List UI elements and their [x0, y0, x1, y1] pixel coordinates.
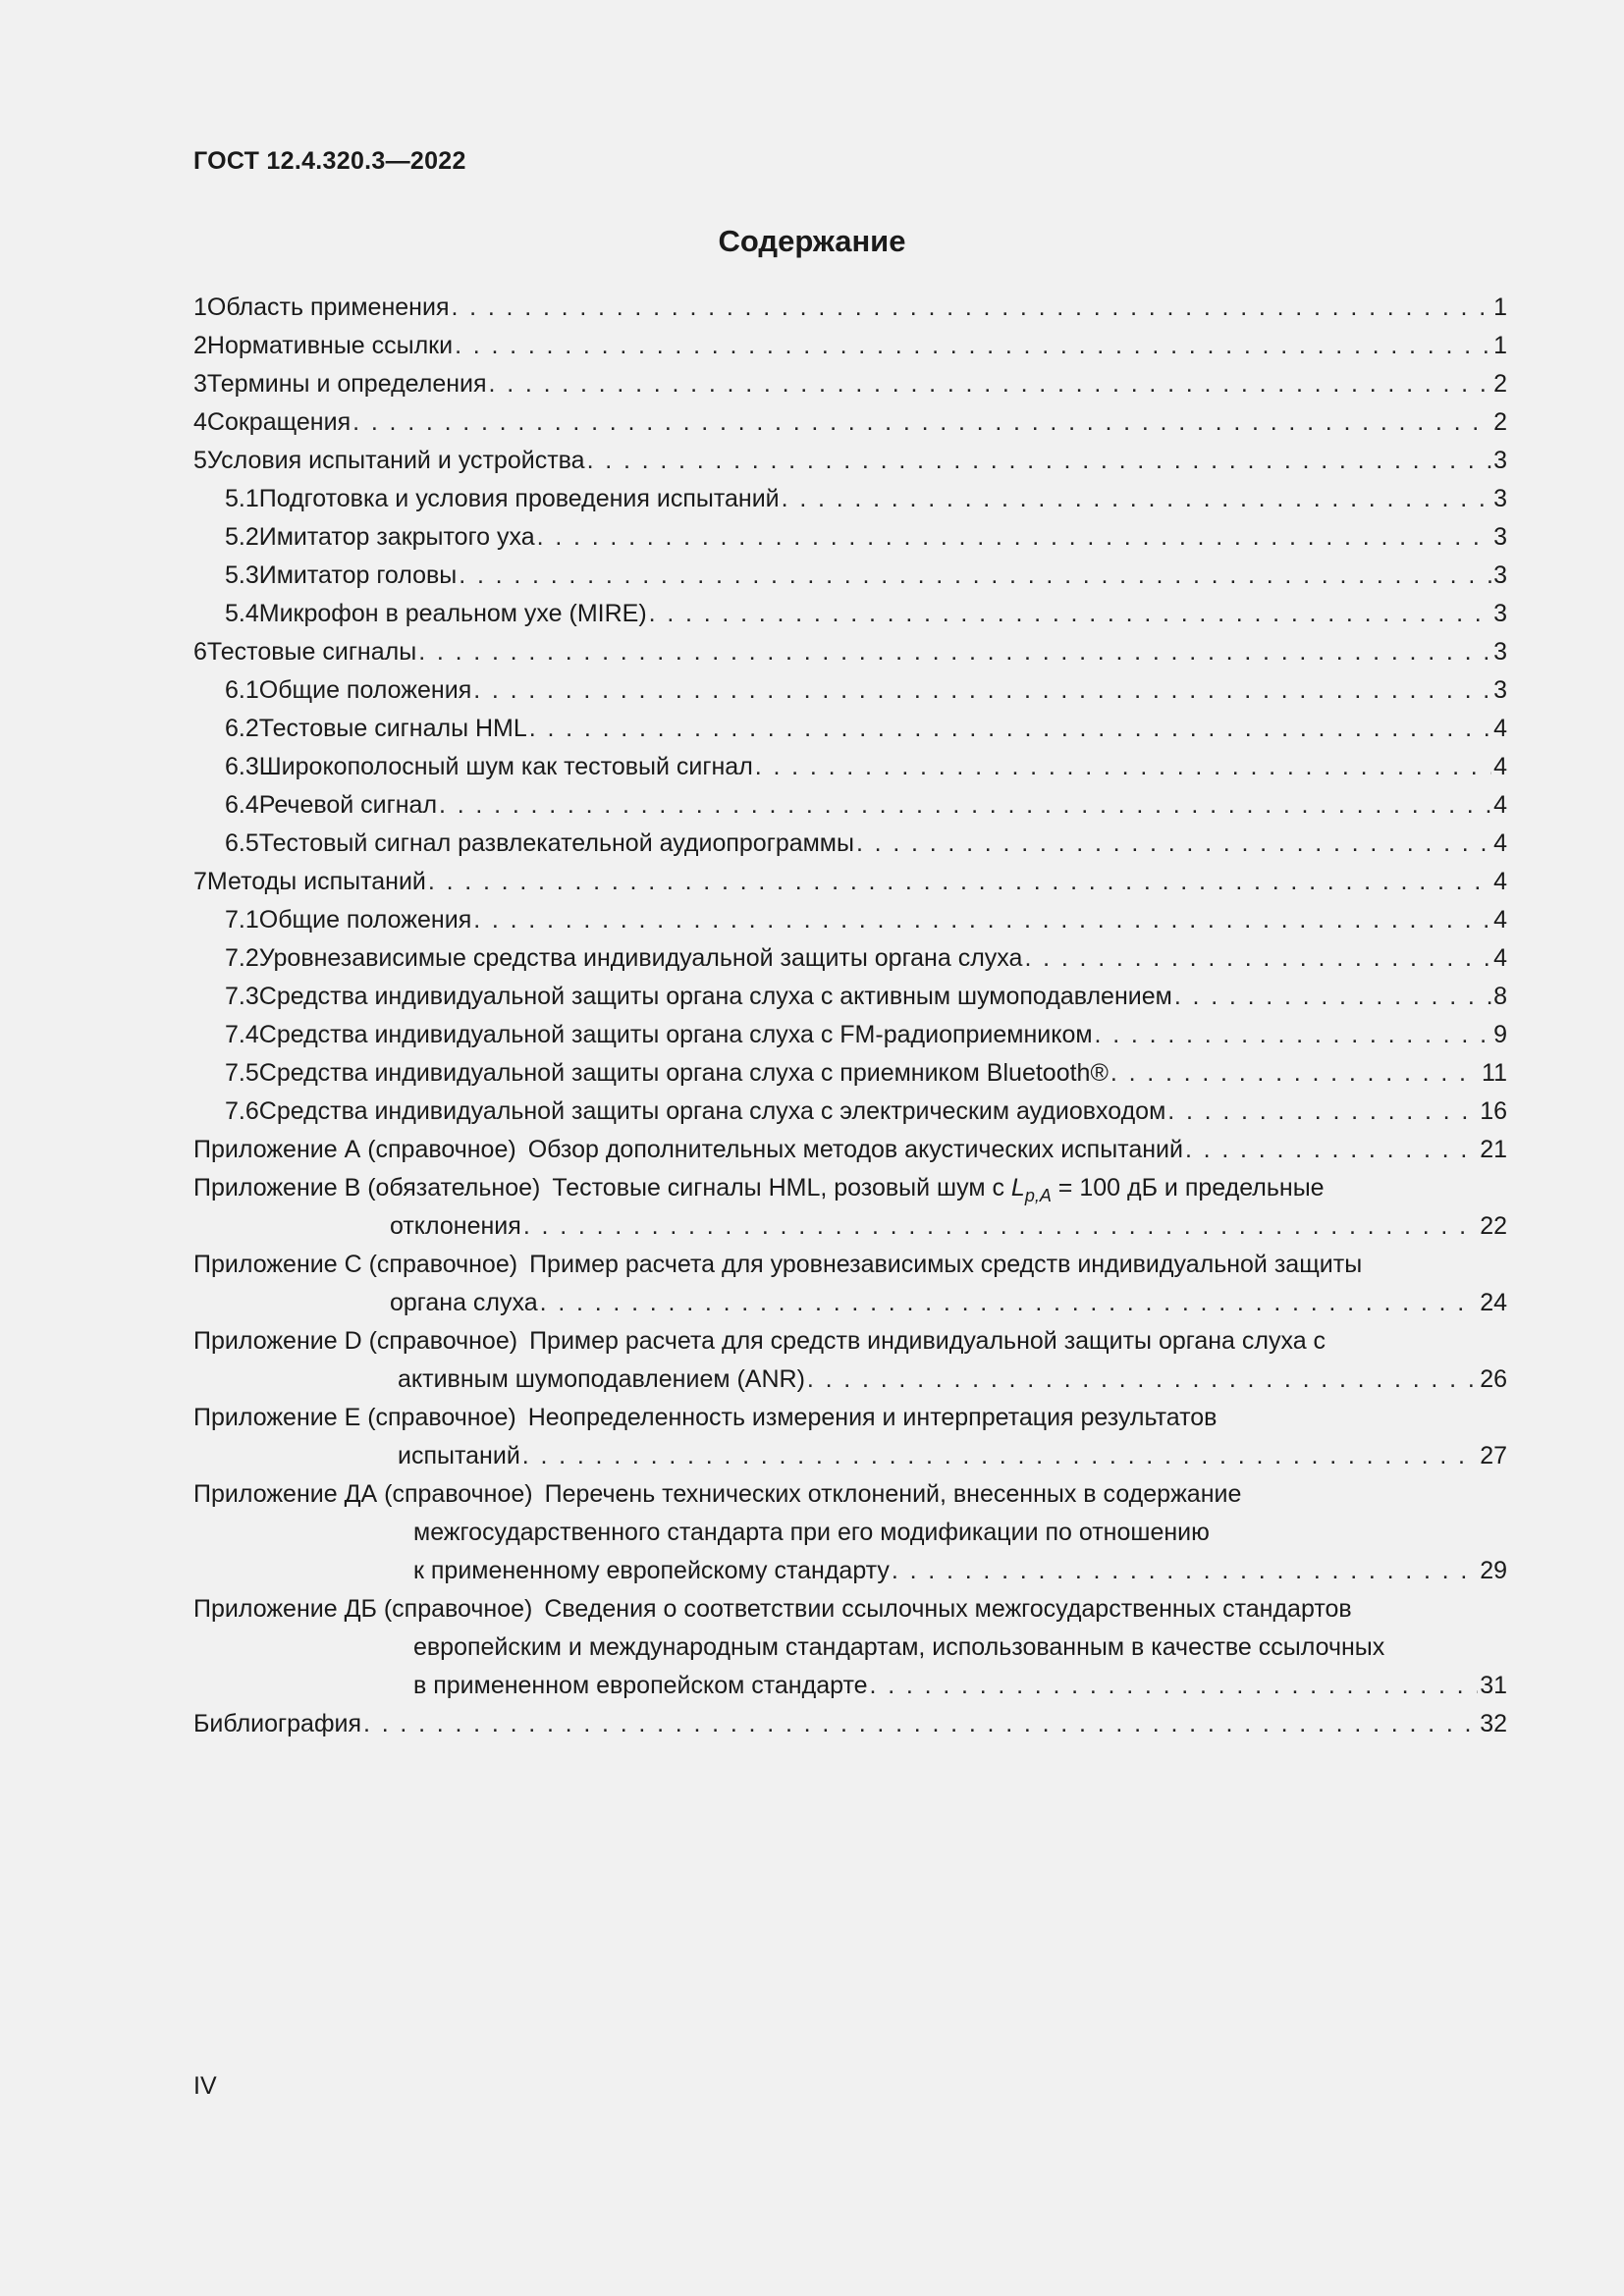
toc-appendix-b[interactable] — [193, 1169, 1507, 1246]
toc-entry[interactable] — [193, 710, 1507, 748]
leader-dots — [1174, 978, 1491, 1016]
entry-number: 7.6 — [225, 1097, 259, 1125]
entry-title: Средства индивидуальной защиты органа слуха с приемником Bluetooth® — [258, 1059, 1109, 1087]
entry-number: 6.3 — [225, 753, 259, 780]
toc-appendix-da[interactable] — [193, 1475, 1507, 1590]
leader-dots — [529, 710, 1491, 748]
leader-dots — [1095, 1016, 1492, 1054]
page-ref: 3 — [1493, 561, 1507, 589]
entry-number: 1 — [193, 294, 207, 321]
leader-dots — [473, 901, 1491, 939]
page-ref: 3 — [1493, 676, 1507, 704]
leader-dots — [363, 1705, 1478, 1743]
leader-dots — [587, 442, 1492, 480]
entry-title: Тестовые сигналы HML — [258, 715, 527, 742]
toc-entry[interactable] — [193, 671, 1507, 710]
page-ref: 22 — [1480, 1212, 1507, 1240]
toc-entry[interactable] — [193, 518, 1507, 557]
page-number: IV — [193, 2072, 217, 2100]
entry-number: 6.5 — [225, 829, 259, 857]
appendix-title: Пример расчета для средств индивидуальной защиты органа слуха с — [529, 1327, 1326, 1355]
page-ref: 1 — [1493, 332, 1507, 359]
toc-appendix-c[interactable] — [193, 1246, 1507, 1322]
page-ref: 4 — [1493, 753, 1507, 780]
leader-dots — [856, 825, 1491, 863]
appendix-label: Приложение ДА (справочное) — [193, 1480, 533, 1508]
entry-number: 2 — [193, 332, 207, 359]
leader-dots — [1024, 939, 1491, 978]
appendix-title: Неопределенность измерения и интерпретация результатов — [527, 1404, 1218, 1431]
entry-title: Тестовые сигналы — [206, 638, 417, 666]
page-ref: 9 — [1493, 1021, 1507, 1048]
toc-entry[interactable] — [193, 939, 1507, 978]
entry-number: 5 — [193, 447, 207, 474]
appendix-label: Приложение Е (справочное) — [193, 1404, 516, 1431]
toc-entry[interactable] — [193, 825, 1507, 863]
leader-dots — [1185, 1131, 1478, 1169]
page-ref: 3 — [1493, 638, 1507, 666]
page-ref: 1 — [1493, 294, 1507, 321]
page-ref: 29 — [1480, 1557, 1507, 1584]
symbol-L: L — [1010, 1174, 1025, 1201]
leader-dots — [1110, 1054, 1480, 1093]
toc-entry[interactable] — [193, 901, 1507, 939]
bibliography-title: Библиография — [193, 1710, 362, 1737]
entry-title: Подготовка и условия проведения испытаний — [258, 485, 780, 512]
page-ref: 4 — [1493, 868, 1507, 895]
toc-entry[interactable] — [193, 365, 1507, 403]
page-ref: 2 — [1493, 408, 1507, 436]
leader-dots — [1167, 1093, 1478, 1131]
appendix-title-cont: органа слуха — [390, 1289, 538, 1316]
entry-number: 4 — [193, 408, 207, 436]
leader-dots — [892, 1552, 1478, 1590]
leader-dots — [459, 557, 1491, 595]
entry-title: Средства индивидуальной защиты органа слуха с активным шумоподавлением — [258, 983, 1172, 1010]
entry-number: 7.2 — [225, 944, 259, 972]
leader-dots — [352, 403, 1491, 442]
toc-entries — [193, 289, 1507, 1131]
appendix-title-cont: европейским и международным стандартам, использованным в качестве ссылочных — [413, 1633, 1385, 1661]
entry-title: Сокращения — [206, 408, 352, 436]
leader-dots — [451, 289, 1491, 327]
entry-number: 3 — [193, 370, 207, 398]
leader-dots — [428, 863, 1491, 901]
entry-title: Область применения — [206, 294, 450, 321]
appendix-title-cont: испытаний — [398, 1442, 520, 1469]
entry-title: Имитатор закрытого уха — [258, 523, 535, 551]
leader-dots — [870, 1667, 1479, 1705]
entry-number: 5.4 — [225, 600, 259, 627]
page-ref: 31 — [1480, 1672, 1507, 1699]
toc-entry[interactable] — [193, 480, 1507, 518]
page-ref: 2 — [1493, 370, 1507, 398]
entry-number: 6.4 — [225, 791, 259, 819]
entry-title: Методы испытаний — [206, 868, 426, 895]
toc-entry[interactable] — [193, 748, 1507, 786]
entry-title: Нормативные ссылки — [206, 332, 454, 359]
entry-title: Микрофон в реальном ухе (MIRE) — [258, 600, 647, 627]
entry-title: Речевой сигнал — [258, 791, 438, 819]
document-header: ГОСТ 12.4.320.3—2022 — [193, 147, 466, 175]
toc-appendix-a[interactable] — [193, 1131, 1507, 1169]
entry-number: 7 — [193, 868, 207, 895]
page-ref: 11 — [1482, 1059, 1507, 1087]
page-ref: 3 — [1493, 485, 1507, 512]
entry-number: 5.3 — [225, 561, 259, 589]
toc-entry[interactable] — [193, 633, 1507, 671]
appendix-title-cont: межгосударственного стандарта при его модификации по отношению — [413, 1519, 1210, 1546]
leader-dots — [489, 365, 1492, 403]
appendix-title: Перечень технических отклонений, внесенных в содержание — [544, 1480, 1242, 1508]
leader-dots — [522, 1437, 1478, 1475]
leader-dots — [649, 595, 1491, 633]
entry-title: Уровнезависимые средства индивидуальной защиты органа слуха — [258, 944, 1023, 972]
leader-dots — [473, 671, 1491, 710]
toc-entry[interactable] — [193, 1093, 1507, 1131]
page-ref: 16 — [1480, 1097, 1507, 1125]
page-ref: 21 — [1480, 1136, 1507, 1163]
leader-dots — [807, 1361, 1478, 1399]
page-ref: 3 — [1493, 447, 1507, 474]
toc-entry[interactable] — [193, 1054, 1507, 1093]
toc-entry[interactable] — [193, 595, 1507, 633]
appendix-title-cont: в примененном европейском стандарте — [413, 1672, 868, 1699]
appendix-title: Сведения о соответствии ссылочных межгосударственных стандартов — [544, 1595, 1352, 1623]
entry-number: 7.4 — [225, 1021, 259, 1048]
entry-number: 6.2 — [225, 715, 259, 742]
toc-appendix-e[interactable] — [193, 1399, 1507, 1475]
appendix-title-cont: к примененному европейскому стандарту — [413, 1557, 890, 1584]
entry-number: 7.3 — [225, 983, 259, 1010]
toc-entry[interactable] — [193, 1016, 1507, 1054]
leader-dots — [755, 748, 1491, 786]
toc-entry[interactable] — [193, 978, 1507, 1016]
toc-entry[interactable] — [193, 557, 1507, 595]
appendix-label: Приложение В (обязательное) — [193, 1174, 541, 1201]
appendix-label: Приложение А (справочное) — [193, 1136, 516, 1163]
page-ref: 4 — [1493, 791, 1507, 819]
appendix-title-cont: отклонения — [390, 1212, 521, 1240]
page-ref: 26 — [1480, 1365, 1507, 1393]
appendix-title-pre: Тестовые сигналы HML, розовый шум с — [552, 1174, 1011, 1201]
table-of-contents — [193, 289, 1507, 1743]
page-ref: 4 — [1493, 715, 1507, 742]
entry-title: Средства индивидуальной защиты органа слуха с электрическим аудиовходом — [258, 1097, 1166, 1125]
toc-entry[interactable] — [193, 442, 1507, 480]
toc-appendix-db[interactable] — [193, 1590, 1507, 1705]
page-ref: 3 — [1493, 600, 1507, 627]
entry-title: Широкополосный шум как тестовый сигнал — [258, 753, 753, 780]
entry-title: Общие положения — [258, 676, 472, 704]
entry-number: 5.2 — [225, 523, 259, 551]
page-ref: 32 — [1480, 1710, 1507, 1737]
appendix-title-post: = 100 дБ и предельные — [1051, 1174, 1325, 1201]
toc-appendix-d[interactable] — [193, 1322, 1507, 1399]
entry-number: 5.1 — [225, 485, 259, 512]
appendix-label: Приложение D (справочное) — [193, 1327, 518, 1355]
symbol-subscript: p,A — [1024, 1186, 1052, 1205]
page-ref: 4 — [1493, 944, 1507, 972]
toc-entry[interactable] — [193, 289, 1507, 327]
entry-title: Термины и определения — [206, 370, 487, 398]
toc-entry[interactable] — [193, 327, 1507, 365]
leader-dots — [418, 633, 1491, 671]
entry-title: Условия испытаний и устройства — [206, 447, 585, 474]
entry-title: Общие положения — [258, 906, 472, 934]
entry-title: Имитатор головы — [258, 561, 458, 589]
appendix-title: Пример расчета для уровнезависимых средств индивидуальной защиты — [529, 1251, 1363, 1278]
page-ref: 8 — [1493, 983, 1507, 1010]
toc-entry[interactable] — [193, 403, 1507, 442]
leader-dots — [537, 518, 1491, 557]
entry-number: 7.1 — [225, 906, 259, 934]
page-ref: 24 — [1480, 1289, 1507, 1316]
leader-dots — [782, 480, 1491, 518]
appendix-label: Приложение С (справочное) — [193, 1251, 518, 1278]
appendix-title-cont: активным шумоподавлением (ANR) — [398, 1365, 805, 1393]
toc-title: Содержание — [718, 224, 906, 258]
leader-dots — [439, 786, 1491, 825]
toc-entry[interactable] — [193, 786, 1507, 825]
page-ref: 4 — [1493, 906, 1507, 934]
entry-number: 7.5 — [225, 1059, 259, 1087]
appendix-title: Обзор дополнительных методов акустических испытаний — [527, 1136, 1183, 1163]
entry-number: 6.1 — [225, 676, 259, 704]
page-ref: 27 — [1480, 1442, 1507, 1469]
page-ref: 4 — [1493, 829, 1507, 857]
toc-entry[interactable] — [193, 863, 1507, 901]
leader-dots — [455, 327, 1491, 365]
page-ref: 3 — [1493, 523, 1507, 551]
entry-number: 6 — [193, 638, 207, 666]
toc-bibliography[interactable] — [193, 1705, 1507, 1743]
leader-dots — [523, 1207, 1478, 1246]
leader-dots — [540, 1284, 1479, 1322]
entry-title: Тестовый сигнал развлекательной аудиопрограммы — [258, 829, 854, 857]
appendix-label: Приложение ДБ (справочное) — [193, 1595, 533, 1623]
entry-title: Средства индивидуальной защиты органа слуха с FM-радиоприемником — [258, 1021, 1093, 1048]
